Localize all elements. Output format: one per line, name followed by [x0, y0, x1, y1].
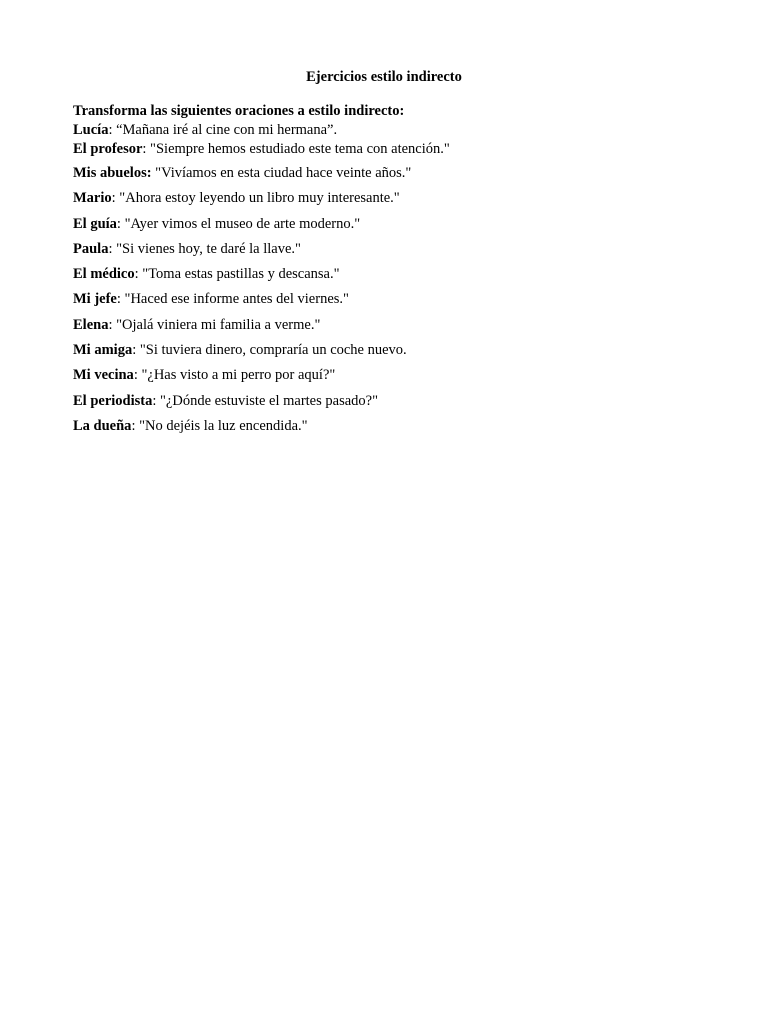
quoted-sentence: : "Ahora estoy leyendo un libro muy interesante." — [111, 190, 400, 207]
exercise-item — [73, 140, 713, 159]
quoted-sentence: : "Haced ese informe antes del viernes." — [116, 291, 349, 308]
quoted-sentence: : "Ayer vimos el museo de arte moderno." — [116, 215, 361, 232]
speaker-name: La dueña — [73, 417, 132, 434]
speaker-name: Mis abuelos: — [73, 165, 152, 181]
speaker-name: Mi jefe — [73, 291, 117, 308]
exercise-item — [73, 161, 713, 186]
document-title: Ejercicios estilo indirecto — [306, 69, 462, 85]
quoted-sentence: : "Ojalá viniera mi familia a verme." — [108, 316, 321, 333]
exercise-item — [73, 389, 713, 414]
speaker-name: Mi vecina — [73, 367, 134, 384]
quoted-sentence: : "¿Dónde estuviste el martes pasado?" — [152, 392, 379, 409]
quoted-sentence: : "Si vienes hoy, te daré la llave." — [108, 240, 301, 257]
speaker-name: El guía — [73, 215, 117, 232]
exercise-item — [73, 237, 713, 262]
exercise-item — [73, 186, 713, 211]
quoted-sentence: : "Siempre hemos estudiado este tema con atención." — [142, 141, 450, 157]
speaker-name: Elena — [73, 316, 109, 333]
quoted-sentence: : "No dejéis la luz encendida." — [131, 417, 308, 434]
speaker-name: Mario — [73, 190, 112, 207]
quoted-sentence: : "¿Has visto a mi perro por aquí?" — [133, 367, 336, 384]
speaker-name: El periodista — [73, 392, 153, 409]
speaker-name: El profesor — [73, 141, 143, 157]
exercise-instruction: Transforma las siguientes oraciones a estilo indirecto: — [73, 103, 405, 119]
exercise-body — [73, 102, 713, 439]
exercise-item — [73, 287, 713, 312]
speaker-name: Lucía — [73, 122, 109, 138]
exercise-item — [73, 363, 713, 388]
exercise-item — [73, 313, 713, 338]
speaker-name: El médico — [73, 266, 135, 283]
speaker-name: Mi amiga — [73, 342, 133, 359]
exercise-item — [73, 414, 713, 439]
quoted-sentence: : "Si tuviera dinero, compraría un coche nuevo. — [132, 342, 407, 359]
exercise-item — [73, 212, 713, 237]
speaker-name: Paula — [73, 240, 109, 257]
quoted-sentence: "Vivíamos en esta ciudad hace veinte años." — [151, 165, 412, 181]
exercise-item — [73, 121, 713, 140]
quoted-sentence: : "Toma estas pastillas y descansa." — [134, 266, 340, 283]
exercise-item — [73, 338, 713, 363]
exercise-item — [73, 262, 713, 287]
quoted-sentence: : “Mañana iré al cine con mi hermana”. — [108, 122, 338, 138]
